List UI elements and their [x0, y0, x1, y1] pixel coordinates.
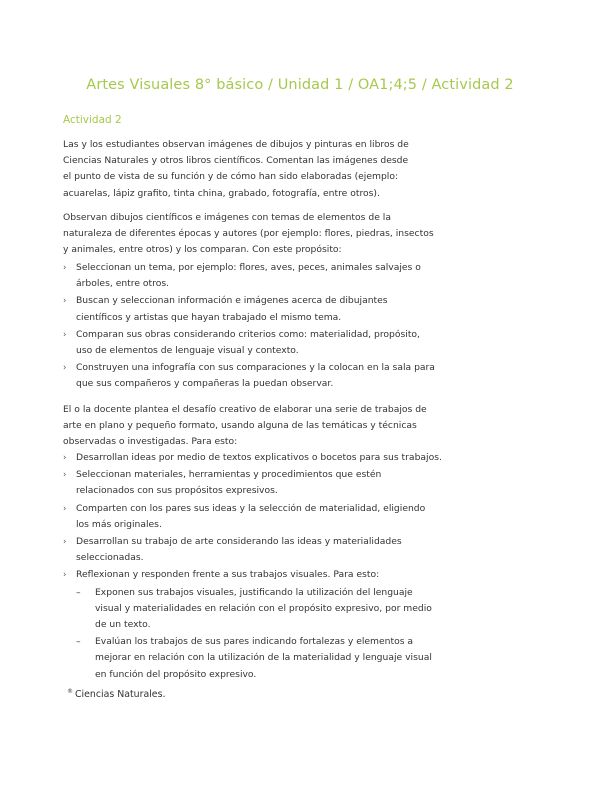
list-item-line: Buscan y seleccionan información e imágenes acerca de dibujantes [76, 295, 388, 307]
sublist-item [76, 585, 442, 634]
list-item-line: relacionados con sus propósitos expresivos. [76, 485, 278, 497]
footnote [67, 688, 165, 700]
list-item-line: Desarrollan su trabajo de arte considerando las ideas y materialidades [76, 536, 402, 548]
list-item-line: Reflexionan y responden frente a sus trabajos visuales. Para esto: [76, 569, 380, 581]
list-item-line: en función del propósito expresivo. [95, 668, 257, 680]
sublist-item [76, 634, 442, 683]
observe-list [63, 260, 435, 393]
paragraph-line: acuarelas, lápiz grafito, tinta china, grabado, fotografía, entre otros). [63, 187, 380, 199]
dash-icon: – [76, 586, 81, 598]
list-item-line: que sus compañeros y compañeras la puedan observar. [76, 378, 334, 390]
page-title: Artes Visuales 8° básico / Unidad 1 / OA1;4;5 / Actividad 2 [86, 77, 514, 93]
paragraph-line: observadas o investigadas. Para esto: [63, 436, 238, 448]
list-item-line: Seleccionan materiales, herramientas y procedimientos que estén [76, 469, 382, 481]
list-item-line: Seleccionan un tema, por ejemplo: flores, aves, peces, animales salvajes o [76, 262, 421, 273]
list-item [63, 450, 442, 466]
chevron-right-icon: › [63, 503, 67, 514]
chevron-right-icon: › [63, 329, 67, 340]
dash-icon: – [76, 636, 81, 648]
paragraph-line: naturaleza de diferentes épocas y autores (por ejemplo: flores, piedras, insectos [63, 228, 434, 240]
chevron-right-icon: › [63, 263, 67, 273]
list-item [63, 534, 442, 566]
registered-mark-icon: ® [67, 688, 73, 695]
list-item [63, 327, 435, 359]
reflection-sublist [76, 585, 442, 683]
list-item-line: Desarrollan ideas por medio de textos explicativos o bocetos para sus trabajos. [76, 452, 442, 463]
paragraph-line: Las y los estudiantes observan imágenes de dibujos y pinturas en libros de [63, 139, 409, 150]
list-item-line: mejorar en relación con la utilización de la materialidad y lenguaje visual [95, 652, 432, 664]
intro-paragraph [63, 137, 409, 202]
paragraph-line: el punto de vista de su función y de cómo han sido elaboradas (ejemplo: [63, 171, 399, 183]
list-item-line: de un texto. [95, 619, 151, 631]
challenge-list [63, 450, 442, 683]
list-item-line: científicos y artistas que hayan trabajado el mismo tema. [76, 311, 342, 323]
list-item [63, 293, 435, 325]
list-item-line: Construyen una infografía con sus comparaciones y la colocan en la sala para [76, 362, 435, 374]
paragraph-line: Ciencias Naturales y otros libros científicos. Comentan las imágenes desde [63, 155, 409, 167]
challenge-paragraph [63, 402, 427, 451]
chevron-right-icon: › [63, 470, 67, 481]
list-item-line: Comparan sus obras considerando criterios como: materialidad, propósito, [76, 328, 420, 340]
paragraph-line: Observan dibujos científicos e imágenes con temas de elementos de la [63, 212, 391, 223]
paragraph-line: y animales, entre otros) y los comparan. Con este propósito: [63, 244, 342, 256]
list-item-line: visual y materialidades en relación con el propósito expresivo, por medio [95, 602, 432, 614]
activity-subtitle: Actividad 2 [63, 114, 122, 126]
observe-paragraph [63, 210, 434, 259]
list-item [63, 467, 442, 499]
list-item [63, 360, 435, 392]
list-item-line: seleccionadas. [76, 552, 144, 564]
chevron-right-icon: › [63, 363, 67, 374]
list-item [63, 260, 435, 292]
chevron-right-icon: › [63, 537, 67, 548]
paragraph-line: El o la docente plantea el desafío creativo de elaborar una serie de trabajos de [63, 404, 427, 415]
chevron-right-icon: › [63, 296, 67, 307]
list-item-line: uso de elementos de lenguaje visual y contexto. [76, 345, 299, 357]
list-item [63, 501, 442, 533]
paragraph-line: arte en plano y pequeño formato, usando alguna de las temáticas y técnicas [63, 420, 417, 432]
list-item-line: Exponen sus trabajos visuales, justificando la utilización del lenguaje [95, 586, 413, 598]
list-item [63, 567, 442, 682]
list-item-line: los más originales. [76, 518, 162, 530]
list-item-line: Evalúan los trabajos de sus pares indicando fortalezas y elementos a [95, 636, 414, 648]
list-item-line: árboles, entre otros. [76, 278, 170, 290]
footnote-text: Ciencias Naturales. [75, 689, 166, 700]
chevron-right-icon: › [63, 570, 67, 581]
list-item-line: Comparten con los pares sus ideas y la selección de materialidad, eligiendo [76, 502, 426, 514]
chevron-right-icon: › [63, 453, 67, 463]
